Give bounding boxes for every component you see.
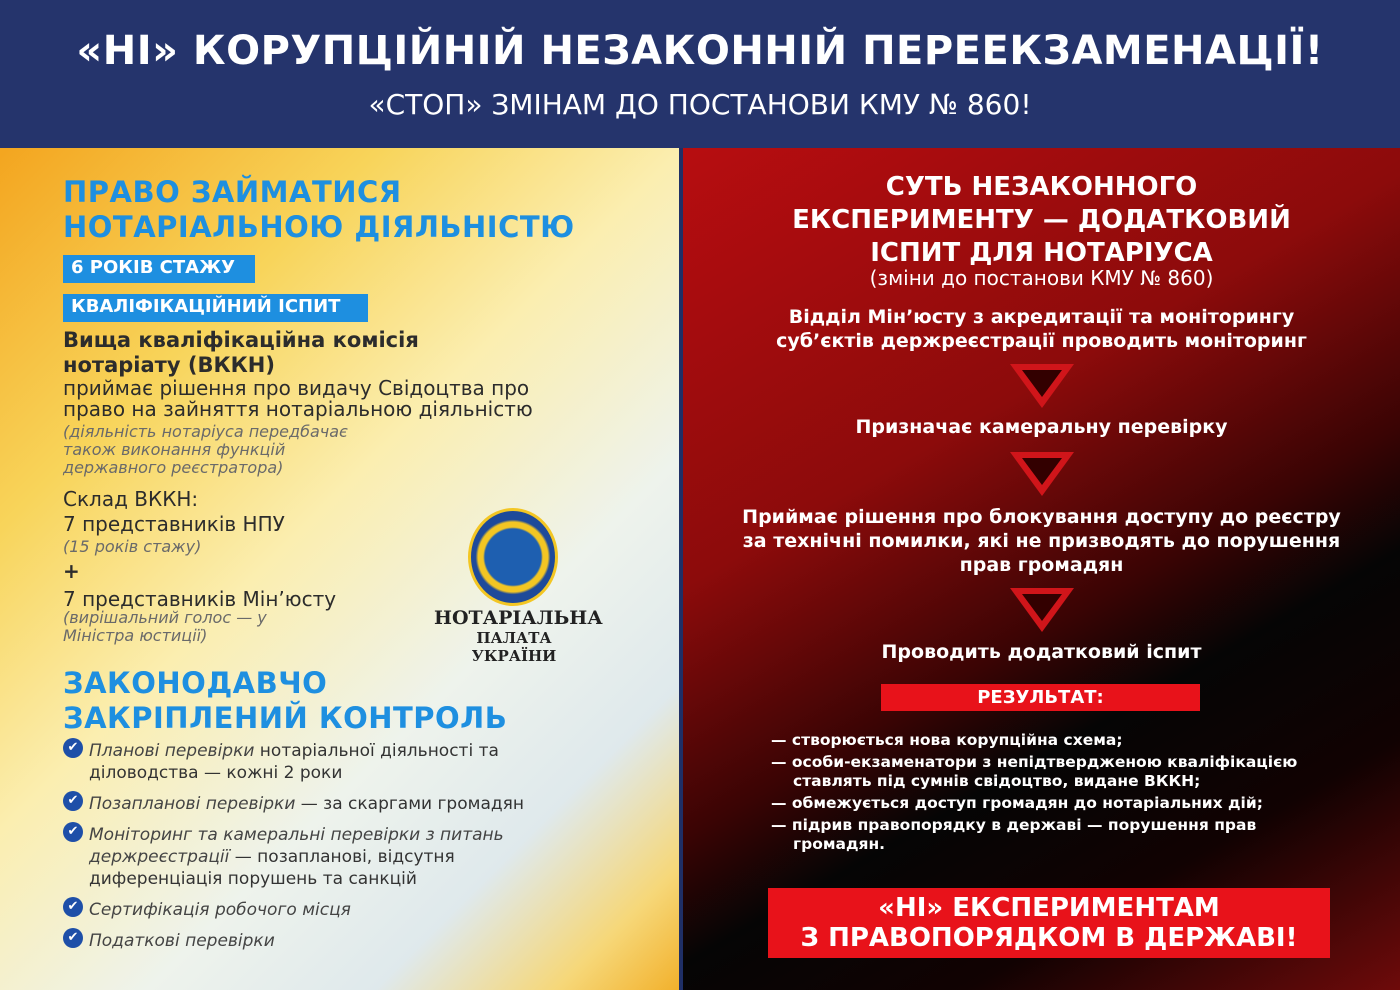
slogan-line: З ПРАВОПОРЯДКОМ В ДЕРЖАВІ! — [800, 923, 1298, 953]
section-heading-control — [63, 666, 507, 736]
result-item: — підрив правопорядку в державі — порушення прав громадян. — [771, 816, 1257, 853]
list-item — [63, 793, 563, 815]
list-item — [63, 899, 563, 921]
list-item — [63, 824, 563, 890]
heading-line: НОТАРІАЛЬНОЮ ДІЯЛЬНІСТЮ — [63, 210, 575, 244]
item-italic: Податкові перевірки — [89, 931, 275, 951]
item-italic: Планові перевірки — [89, 741, 255, 761]
item-text: — за скаргами громадян — [295, 794, 524, 814]
arrow-down-icon — [1010, 364, 1074, 408]
step-3: Приймає рішення про блокування доступу до реєстру за технічні помилки, які не призводять до порушення прав громадян — [742, 506, 1341, 576]
heading-line: ЕКСПЕРИМЕНТУ — ДОДАТКОВИЙ — [792, 205, 1291, 235]
heading-line: ІСПИТ ДЛЯ НОТАРІУСА — [870, 238, 1213, 268]
section-heading-right-to-practice — [63, 175, 575, 245]
tag-experience: 6 РОКІВ СТАЖУ — [63, 255, 255, 283]
vkkn-title: Вища кваліфікаційна комісія нотаріату (ВККН) — [63, 328, 419, 377]
vkkn-description: приймає рішення про видачу Свідоцтва про право на зайняття нотаріальною діяльністю — [63, 376, 533, 421]
result-item: — обмежується доступ громадян до нотаріальних дій; — [771, 794, 1263, 812]
result-item: — особи-екзаменатори з непідтвердженою кваліфікацією ставлять під сумнів свідоцтво, видане ВККН; — [771, 753, 1298, 790]
list-item — [63, 740, 563, 784]
composition-label: Склад ВККН: — [63, 487, 199, 511]
checkmark-icon: ✔ — [63, 928, 83, 948]
step-2: Призначає камеральну перевірку — [855, 416, 1228, 438]
minjust-members: 7 представників Мін’юсту — [63, 587, 337, 611]
checkmark-icon: ✔ — [63, 822, 83, 842]
heading-line: ПРАВО ЗАЙМАТИСЯ — [63, 175, 402, 209]
experiment-subheading: (зміни до постанови КМУ № 860) — [869, 266, 1214, 290]
control-list — [63, 740, 563, 952]
checkmark-icon: ✔ — [63, 791, 83, 811]
heading-line: ЗАКРІПЛЕНИЙ КОНТРОЛЬ — [63, 701, 508, 735]
item-italic: Моніторинг та камеральні перевірки з питань держреєстрації — [89, 825, 504, 867]
logo-line: НОТАРІАЛЬНА — [434, 607, 603, 629]
arrow-down-icon — [1010, 588, 1074, 632]
plus-sign: + — [63, 559, 80, 583]
main-title: «НІ» КОРУПЦІЙНІЙ НЕЗАКОННІЙ ПЕРЕЕКЗАМЕНАЦІЇ! — [76, 28, 1324, 74]
heading-line: СУТЬ НЕЗАКОННОГО — [885, 172, 1198, 202]
notary-chamber-logo-text — [434, 607, 603, 665]
result-item: — створюється нова корупційна схема; — [771, 731, 1123, 749]
result-label: РЕЗУЛЬТАТ: — [881, 684, 1200, 711]
slogan-line: «НІ» ЕКСПЕРИМЕНТАМ — [878, 893, 1220, 923]
subtitle: «СТОП» ЗМІНАМ ДО ПОСТАНОВИ КМУ № 860! — [368, 88, 1032, 121]
header-banner — [0, 0, 1400, 148]
heading-line: ЗАКОНОДАВЧО — [63, 666, 328, 700]
checkmark-icon: ✔ — [63, 738, 83, 758]
experiment-heading — [683, 171, 1400, 270]
checkmark-icon: ✔ — [63, 897, 83, 917]
slogan-banner — [768, 888, 1330, 958]
npu-note: (15 років стажу) — [63, 537, 202, 556]
item-italic: Сертифікація робочого місця — [89, 900, 351, 920]
step-4: Проводить додатковий іспит — [881, 641, 1202, 663]
arrow-down-icon — [1010, 452, 1074, 496]
npu-members: 7 представників НПУ — [63, 512, 285, 536]
item-italic: Позапланові перевірки — [89, 794, 296, 814]
vkkn-note: (діяльність нотаріуса передбачає також виконання функцій державного реєстратора) — [63, 422, 348, 477]
result-list — [771, 731, 1301, 857]
step-1: Відділ Мін’юсту з акредитації та моніторингу суб’єктів держреєстрації проводить моніторинг — [776, 306, 1307, 352]
item-text: нотаріальної діяльності та діловодства — кожні 2 роки — [89, 741, 499, 783]
minjust-note: (вирішальний голос — у Міністра юстиції) — [63, 608, 267, 645]
notary-chamber-emblem — [468, 508, 558, 606]
list-item — [63, 930, 563, 952]
tag-exam: КВАЛІФІКАЦІЙНИЙ ІСПИТ — [63, 294, 368, 322]
logo-line: ПАЛАТА УКРАЇНИ — [471, 629, 557, 665]
item-text: — позапланові, відсутня диференціація порушень та санкцій — [89, 847, 455, 889]
